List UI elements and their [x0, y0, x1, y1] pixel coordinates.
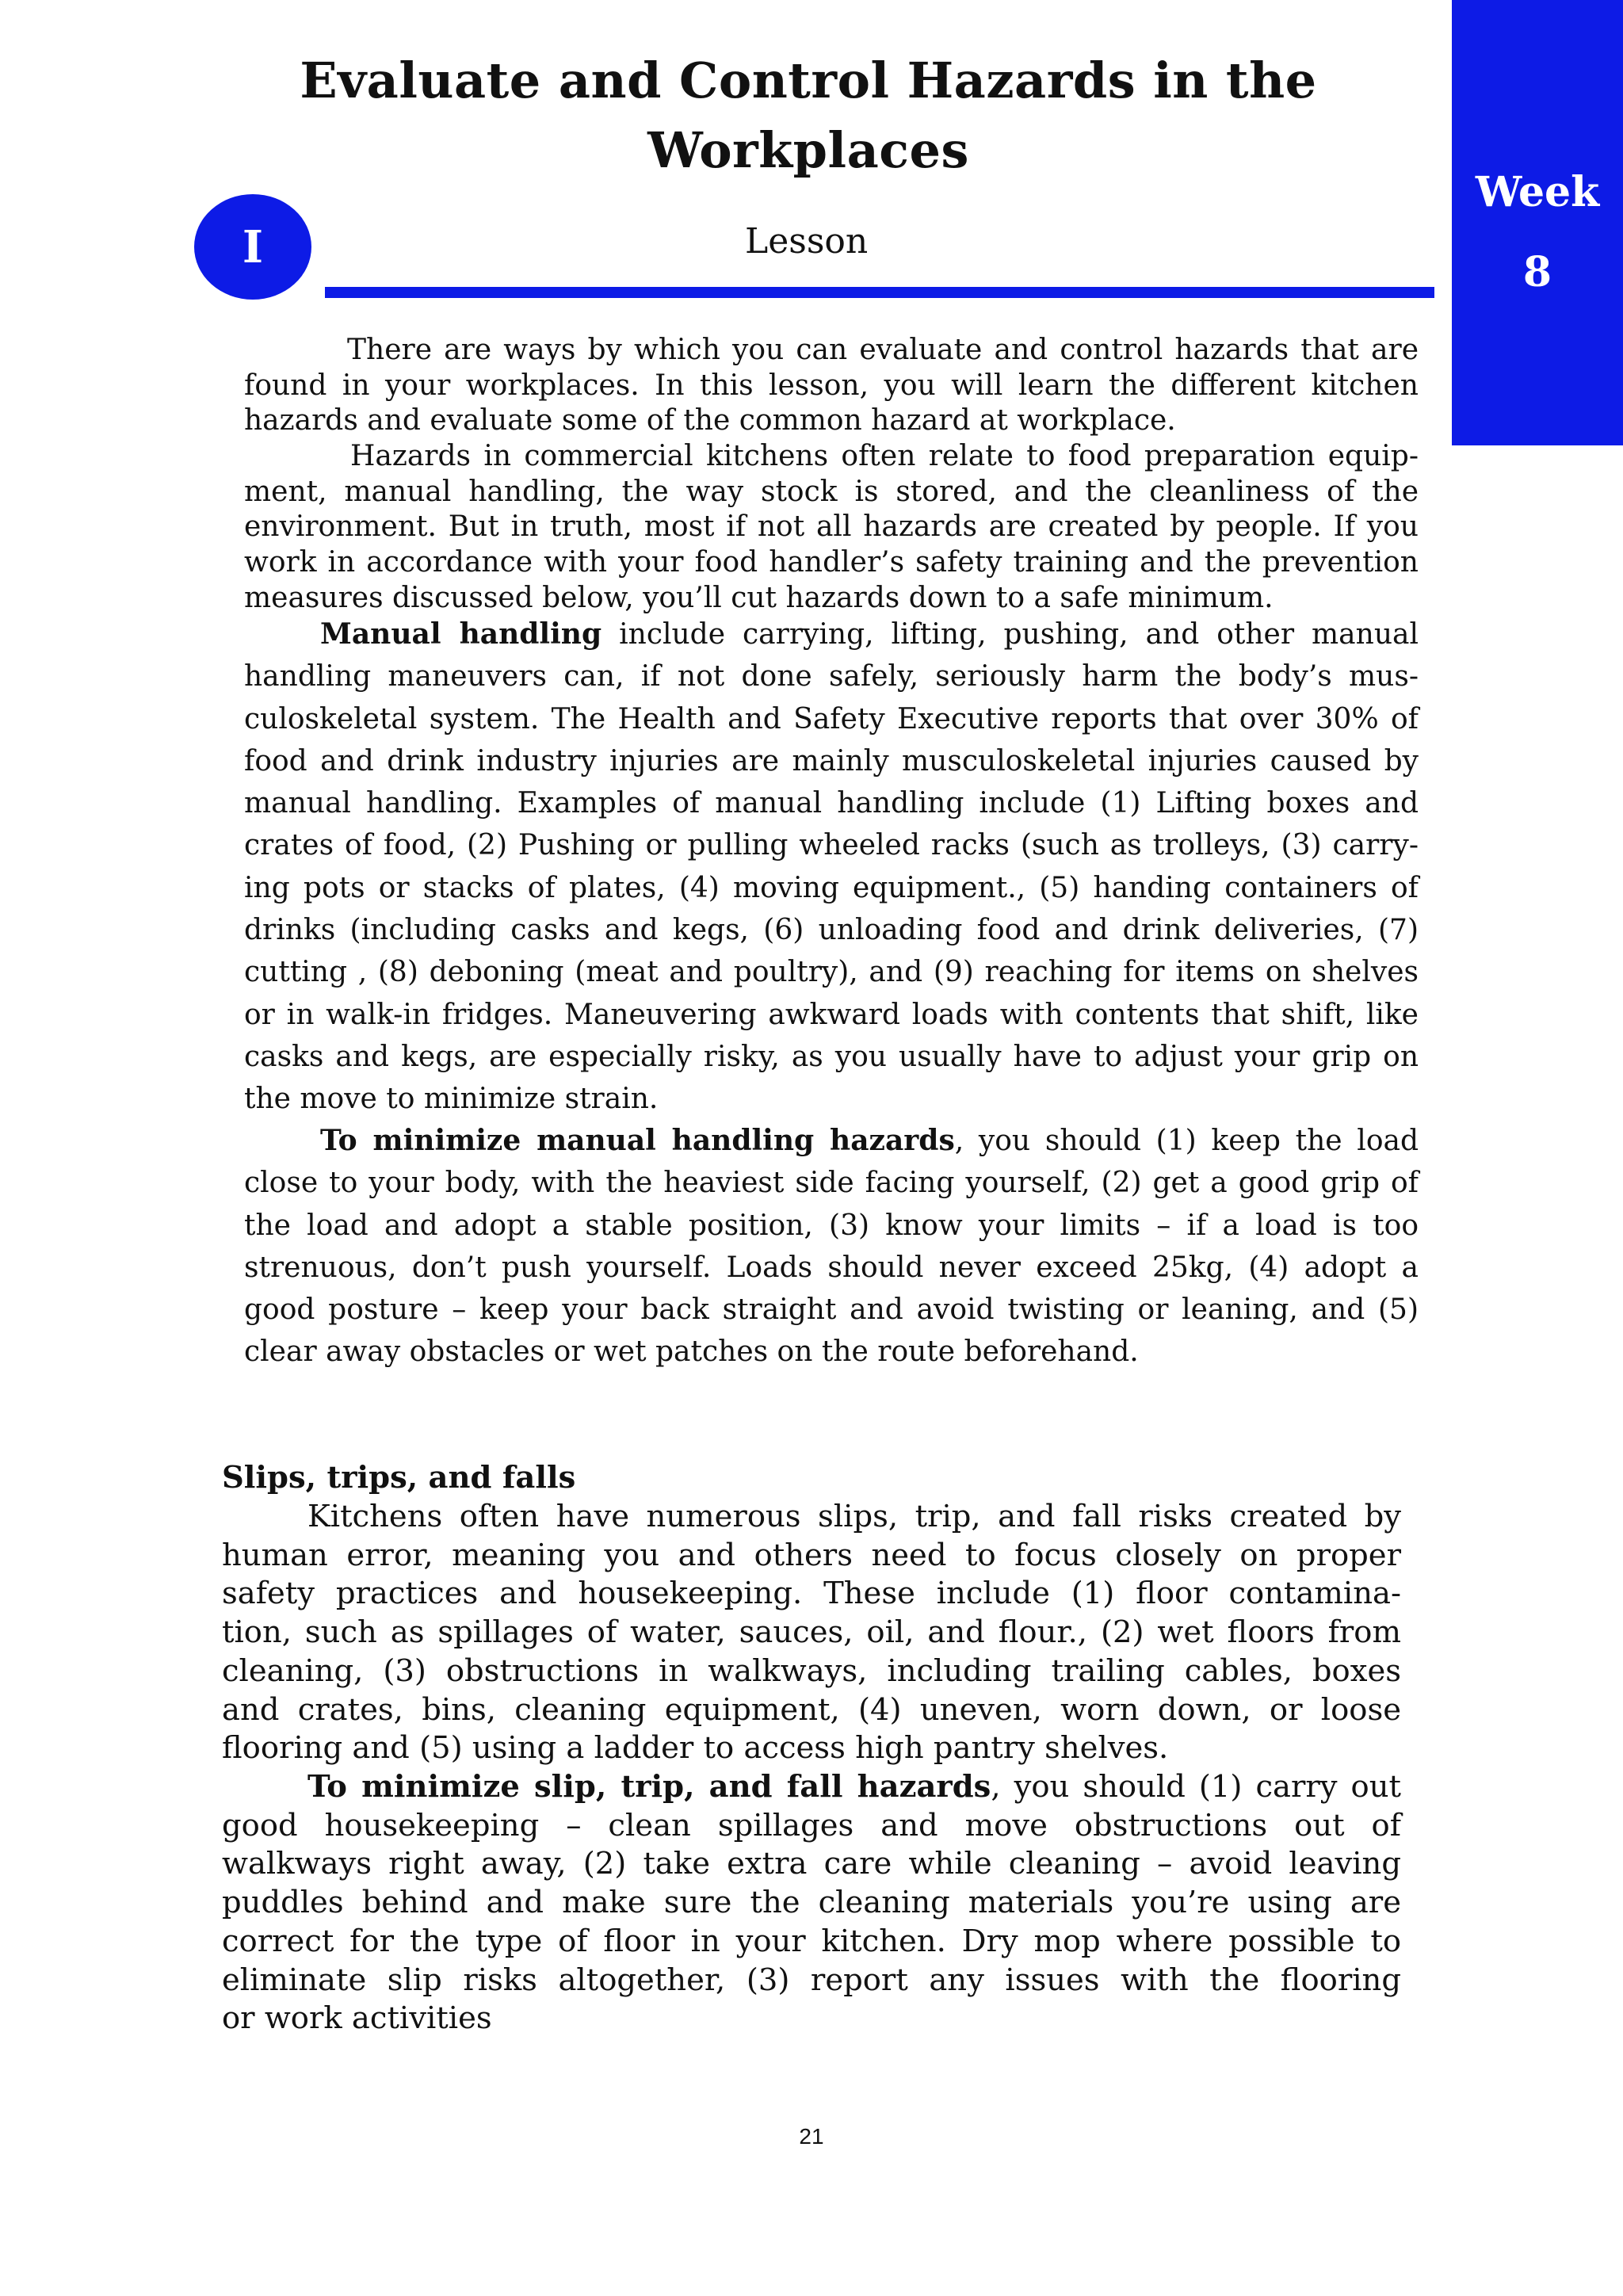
intro-paragraph	[244, 333, 1419, 439]
paragraph-line: clear away obstacles or wet patches on the route beforehand.	[244, 1335, 1139, 1369]
paragraph-line: human error, meaning you and others need to focus closely on proper	[222, 1537, 1401, 1573]
paragraph-line: environment. But in truth, most if not all hazards are created by people. If you	[244, 510, 1419, 544]
paragraph-line: tion, such as spillages of water, sauces, oil, and flour., (2) wet floors from	[222, 1614, 1401, 1651]
page-number: 21	[799, 2124, 824, 2149]
paragraph-text: include carrying, lifting, pushing, and other manual	[601, 618, 1419, 651]
paragraph-line: close to your body, with the heaviest side facing yourself, (2) get a good grip of	[244, 1167, 1419, 1200]
manual-handling-paragraph	[244, 613, 1419, 1121]
paragraph-line: Kitchens often have numerous slips, trip, and fall risks created by	[307, 1499, 1401, 1534]
paragraph-line: walkways right away, (2) take extra care while cleaning – avoid leaving	[222, 1846, 1401, 1882]
week-badge	[1452, 0, 1623, 445]
paragraph-line: ing pots or stacks of plates, (4) moving equipment., (5) handing containers of	[244, 871, 1419, 904]
paragraph-line	[244, 1120, 1419, 1162]
paragraph-line: Hazards in commercial kitchens often relate to food preparation equip-	[350, 440, 1419, 472]
paragraph-line: cutting , (8) deboning (meat and poultry), and (9) reaching for items on shelves	[244, 956, 1419, 989]
paragraph-line: correct for the type of floor in your kitchen. Dry mop where possible to	[222, 1923, 1401, 1959]
paragraph-line: eliminate slip risks altogether, (3) report any issues with the flooring	[222, 1962, 1401, 1998]
paragraph-line	[244, 613, 1419, 655]
week-label: Week	[1475, 168, 1600, 216]
paragraph-line: good housekeeping – clean spillages and move obstructions out of	[222, 1807, 1401, 1843]
minimize-slips-paragraph	[222, 1768, 1401, 2038]
paragraph-line: found in your workplaces. In this lesson, you will learn the different kitchen	[244, 369, 1419, 402]
slips-paragraph	[222, 1498, 1401, 1768]
paragraph-line: food and drink industry injuries are mainly musculoskeletal injuries caused by	[244, 744, 1419, 777]
document-title: Evaluate and Control Hazards in the Workplaces	[300, 52, 1317, 179]
paragraph-line: puddles behind and make sure the cleaning materials you’re using are	[222, 1885, 1401, 1921]
paragraph-line: measures discussed below, you’ll cut hazards down to a safe minimum.	[244, 581, 1274, 614]
paragraph-text: , you should (1) keep the load	[954, 1125, 1419, 1157]
paragraph-line: good posture – keep your back straight and avoid twisting or leaning, and (5)	[244, 1293, 1419, 1327]
slips-trips-falls-heading: Slips, trips, and falls	[222, 1460, 576, 1496]
paragraph-line: strenuous, don’t push yourself. Loads should never exceed 25kg, (4) adopt a	[244, 1251, 1419, 1284]
paragraph-line	[222, 1768, 1401, 1807]
manual-handling-term: Manual handling	[320, 617, 602, 651]
paragraph-line: and crates, bins, cleaning equipment, (4) uneven, worn down, or loose	[222, 1691, 1401, 1728]
minimize-manual-handling-term: To minimize manual handling hazards	[320, 1124, 955, 1157]
paragraph-line: There are ways by which you can evaluate and control hazards that are	[347, 334, 1419, 366]
header-divider	[325, 287, 1434, 298]
paragraph-line: ment, manual handling, the way stock is stored, and the cleanliness of the	[244, 475, 1419, 508]
paragraph-line: casks and kegs, are especially risky, as you usually have to adjust your grip on	[244, 1040, 1419, 1073]
paragraph-text: , you should (1) carry out	[991, 1769, 1402, 1805]
paragraph-line: drinks (including casks and kegs, (6) unloading food and drink deliveries, (7)	[244, 914, 1419, 947]
paragraph-line: manual handling. Examples of manual handling include (1) Lifting boxes and	[244, 787, 1419, 820]
paragraph-line: hazards and evaluate some of the common hazard at workplace.	[244, 404, 1176, 437]
paragraph-line: cleaning, (3) obstructions in walkways, including trailing cables, boxes	[222, 1652, 1401, 1689]
minimize-manual-handling-paragraph	[244, 1120, 1419, 1373]
paragraph-line: or in walk-in fridges. Maneuvering awkward loads with contents that shift, like	[244, 998, 1419, 1031]
paragraph-line: the move to minimize strain.	[244, 1083, 659, 1116]
paragraph-line: safety practices and housekeeping. These include (1) floor contamina-	[222, 1576, 1401, 1612]
paragraph-line: or work activities	[222, 2000, 492, 2037]
hazards-paragraph	[244, 439, 1419, 617]
paragraph-line: crates of food, (2) Pushing or pulling wheeled racks (such as trolleys, (3) carry-	[244, 829, 1419, 862]
section-marker-badge: I	[194, 194, 311, 300]
paragraph-line: the load and adopt a stable position, (3) know your limits – if a load is too	[244, 1209, 1419, 1242]
paragraph-line: flooring and (5) using a ladder to access high pantry shelves.	[222, 1730, 1169, 1767]
paragraph-line: work in accordance with your food handler’s safety training and the prevention	[244, 546, 1419, 579]
section-label: Lesson	[745, 221, 869, 262]
paragraph-line: culoskeletal system. The Health and Safety Executive reports that over 30% of	[244, 702, 1419, 735]
minimize-slips-term: To minimize slip, trip, and fall hazards	[307, 1769, 991, 1805]
paragraph-line: handling maneuvers can, if not done safely, seriously harm the body’s mus-	[244, 660, 1419, 693]
week-number: 8	[1522, 248, 1552, 296]
